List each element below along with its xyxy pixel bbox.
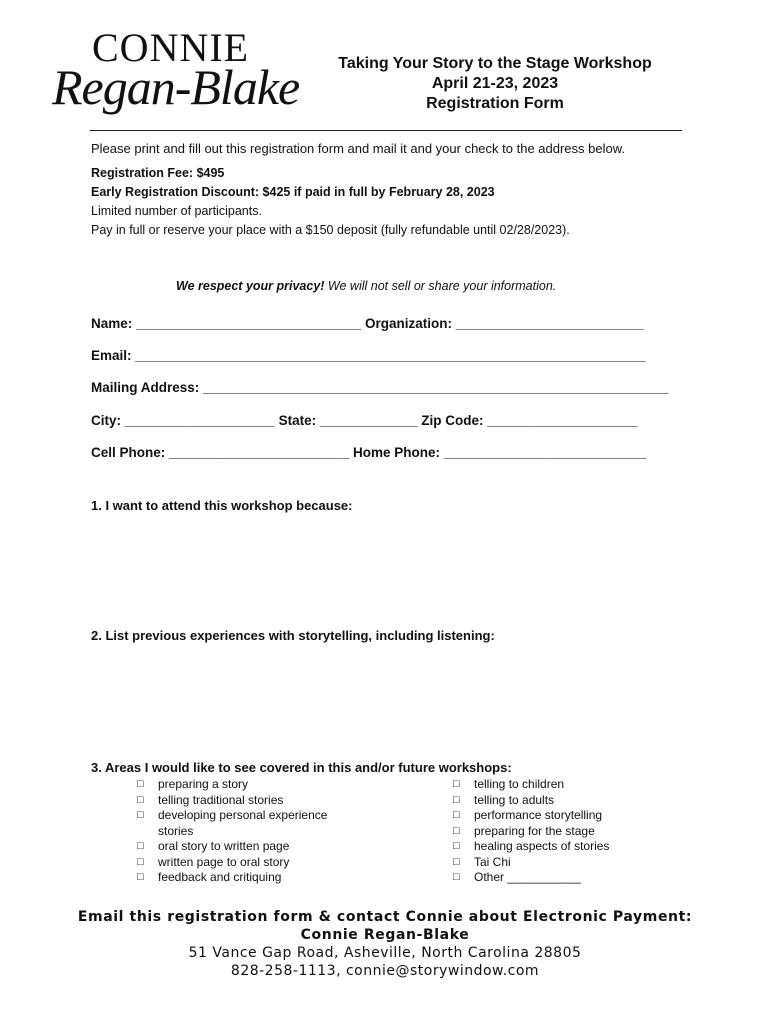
question-3: 3. Areas I would like to see covered in this and/or future workshops: — [91, 760, 512, 775]
city-state-zip-field[interactable]: City: ____________________ State: _____________ Zip Code: ____________________ — [91, 413, 638, 428]
list-item[interactable]: □ written page to oral story — [137, 854, 290, 869]
areas-left-list — [137, 777, 357, 886]
list-item[interactable]: □ telling traditional stories — [137, 792, 284, 807]
logo-connie: CONNIE — [92, 25, 250, 70]
footer-address: 51 Vance Gap Road, Asheville, North Carolina 28805 — [188, 945, 582, 961]
checkbox-icon[interactable]: □ — [137, 871, 144, 883]
list-item[interactable]: □ preparing for the stage — [453, 823, 595, 838]
registration-fee: Registration Fee: $495 — [91, 166, 225, 180]
footer-email-instruction: Email this registration form & contact Connie about Electronic Payment: — [77, 909, 693, 925]
footer-phone-email[interactable]: 828-258-1113, connie@storywindow.com — [230, 963, 540, 979]
checkbox-icon[interactable]: □ — [453, 778, 460, 790]
checkbox-icon[interactable]: □ — [137, 778, 144, 790]
checkbox-icon[interactable]: □ — [453, 840, 460, 852]
phone-field[interactable]: Cell Phone: ________________________ Home Phone: ___________________________ — [91, 445, 647, 460]
deposit-info: Pay in full or reserve your place with a $150 deposit (fully refundable until 02/28/2023). — [91, 223, 570, 237]
footer-address-block — [0, 944, 770, 980]
list-item[interactable]: □ developing personal experience stories — [137, 808, 328, 838]
checkbox-icon[interactable]: □ — [453, 855, 460, 868]
checkbox-icon[interactable]: □ — [453, 871, 460, 883]
question-1: 1. I want to attend this workshop because: — [91, 498, 353, 513]
email-field[interactable]: Email: ____________________________________________________________________ — [91, 348, 646, 363]
footer-contact-heading — [0, 908, 770, 944]
workshop-title: Taking Your Story to the Stage Workshop — [338, 55, 652, 72]
intro-text: Please print and fill out this registration form and mail it and your check to the address below. — [91, 141, 626, 156]
question-2: 2. List previous experiences with storytelling, including listening: — [91, 628, 495, 643]
name-organization-field[interactable]: Name: ______________________________ Organization: _________________________ — [91, 316, 644, 331]
checkbox-icon[interactable]: □ — [137, 855, 144, 868]
checkbox-icon[interactable]: □ — [137, 840, 144, 852]
privacy-bold: We respect your privacy! — [176, 279, 325, 293]
title-divider — [90, 130, 682, 131]
areas-right-list — [453, 777, 683, 886]
checkbox-icon[interactable]: □ — [453, 824, 460, 837]
logo-regan-blake: Regan-Blake — [52, 59, 300, 115]
workshop-dates: April 21-23, 2023 — [431, 75, 559, 92]
mailing-address-field[interactable]: Mailing Address: ______________________________________________________________ — [91, 380, 669, 395]
list-item[interactable]: □ telling to adults — [453, 792, 555, 807]
privacy-note — [176, 279, 556, 293]
form-title — [300, 54, 690, 114]
list-item[interactable]: □ Other ___________ — [453, 870, 581, 884]
checkbox-icon[interactable]: □ — [453, 793, 460, 806]
checkbox-icon[interactable]: □ — [453, 809, 460, 821]
fee-info — [91, 164, 570, 240]
list-item[interactable]: □ telling to children — [453, 777, 565, 791]
checkbox-icon[interactable]: □ — [137, 793, 144, 806]
list-item[interactable]: □ Tai Chi — [453, 854, 511, 869]
list-item[interactable]: □ oral story to written page — [137, 839, 290, 853]
list-item[interactable]: □ healing aspects of stories — [453, 839, 610, 853]
footer-contact-name: Connie Regan-Blake — [300, 927, 470, 943]
privacy-rest: We will not sell or share your information. — [324, 279, 557, 293]
list-item[interactable]: □ performance storytelling — [453, 808, 603, 822]
limited-participants: Limited number of participants. — [91, 204, 262, 218]
list-item[interactable]: □ preparing a story — [137, 777, 249, 791]
form-subtitle: Registration Form — [426, 95, 564, 112]
early-discount: Early Registration Discount: $425 if paid in full by February 28, 2023 — [91, 185, 495, 199]
list-item[interactable]: □ feedback and critiquing — [137, 870, 282, 884]
checkbox-icon[interactable]: □ — [137, 809, 144, 821]
